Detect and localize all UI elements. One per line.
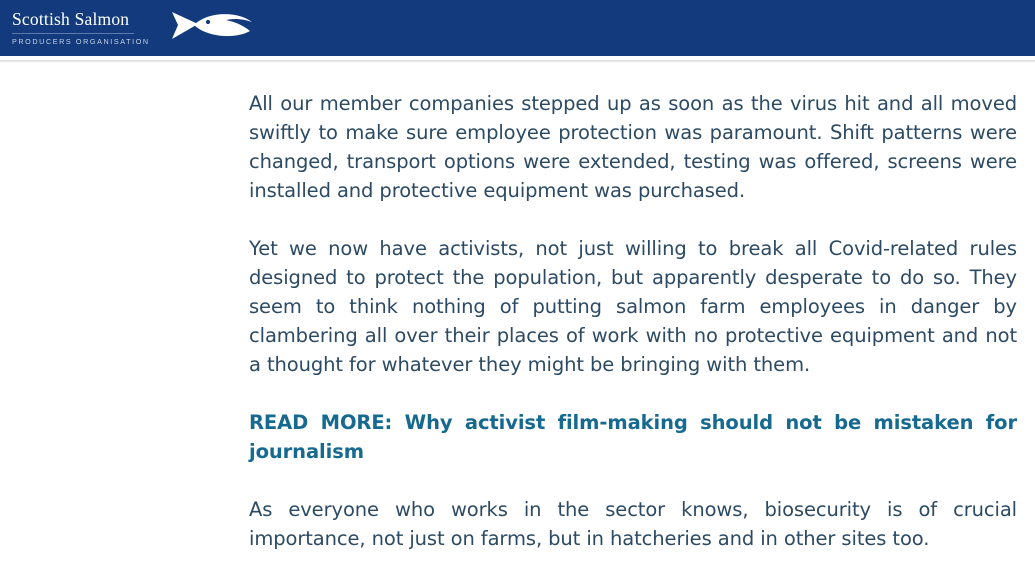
header-inner [0, 0, 1035, 56]
brand-divider [12, 33, 134, 34]
fish-icon [164, 9, 260, 48]
brand-name: Scottish Salmon [12, 8, 130, 29]
paragraph: Yet we now have activists, not just willing to break all Covid-related rules designed to protect the population, but apparently desperate to do so. They seem to think nothing of putting salmon farm employees in danger by clambering all over their places of work with no protective equipment and not a thought for whatever they might be bringing with them. [249, 237, 1017, 376]
paragraph: As everyone who works in the sector knows, biosecurity is of crucial importance, not just on farms, but in hatcheries and in other sites too. [249, 498, 1017, 550]
brand-logo[interactable] [12, 8, 150, 47]
site-header [0, 0, 1035, 56]
brand-subtitle: PRODUCERS ORGANISATION [12, 37, 150, 47]
read-more-link[interactable]: READ MORE: Why activist film-making should not be mistaken for journalism [249, 411, 1017, 463]
article-body [249, 63, 1017, 553]
page-content [0, 63, 1035, 553]
paragraph: All our member companies stepped up as soon as the virus hit and all moved swiftly to make sure employee protection was paramount. Shift patterns were changed, transport options were extended, testing was offered, screens were installed and protective equipment was purchased. [249, 92, 1017, 202]
